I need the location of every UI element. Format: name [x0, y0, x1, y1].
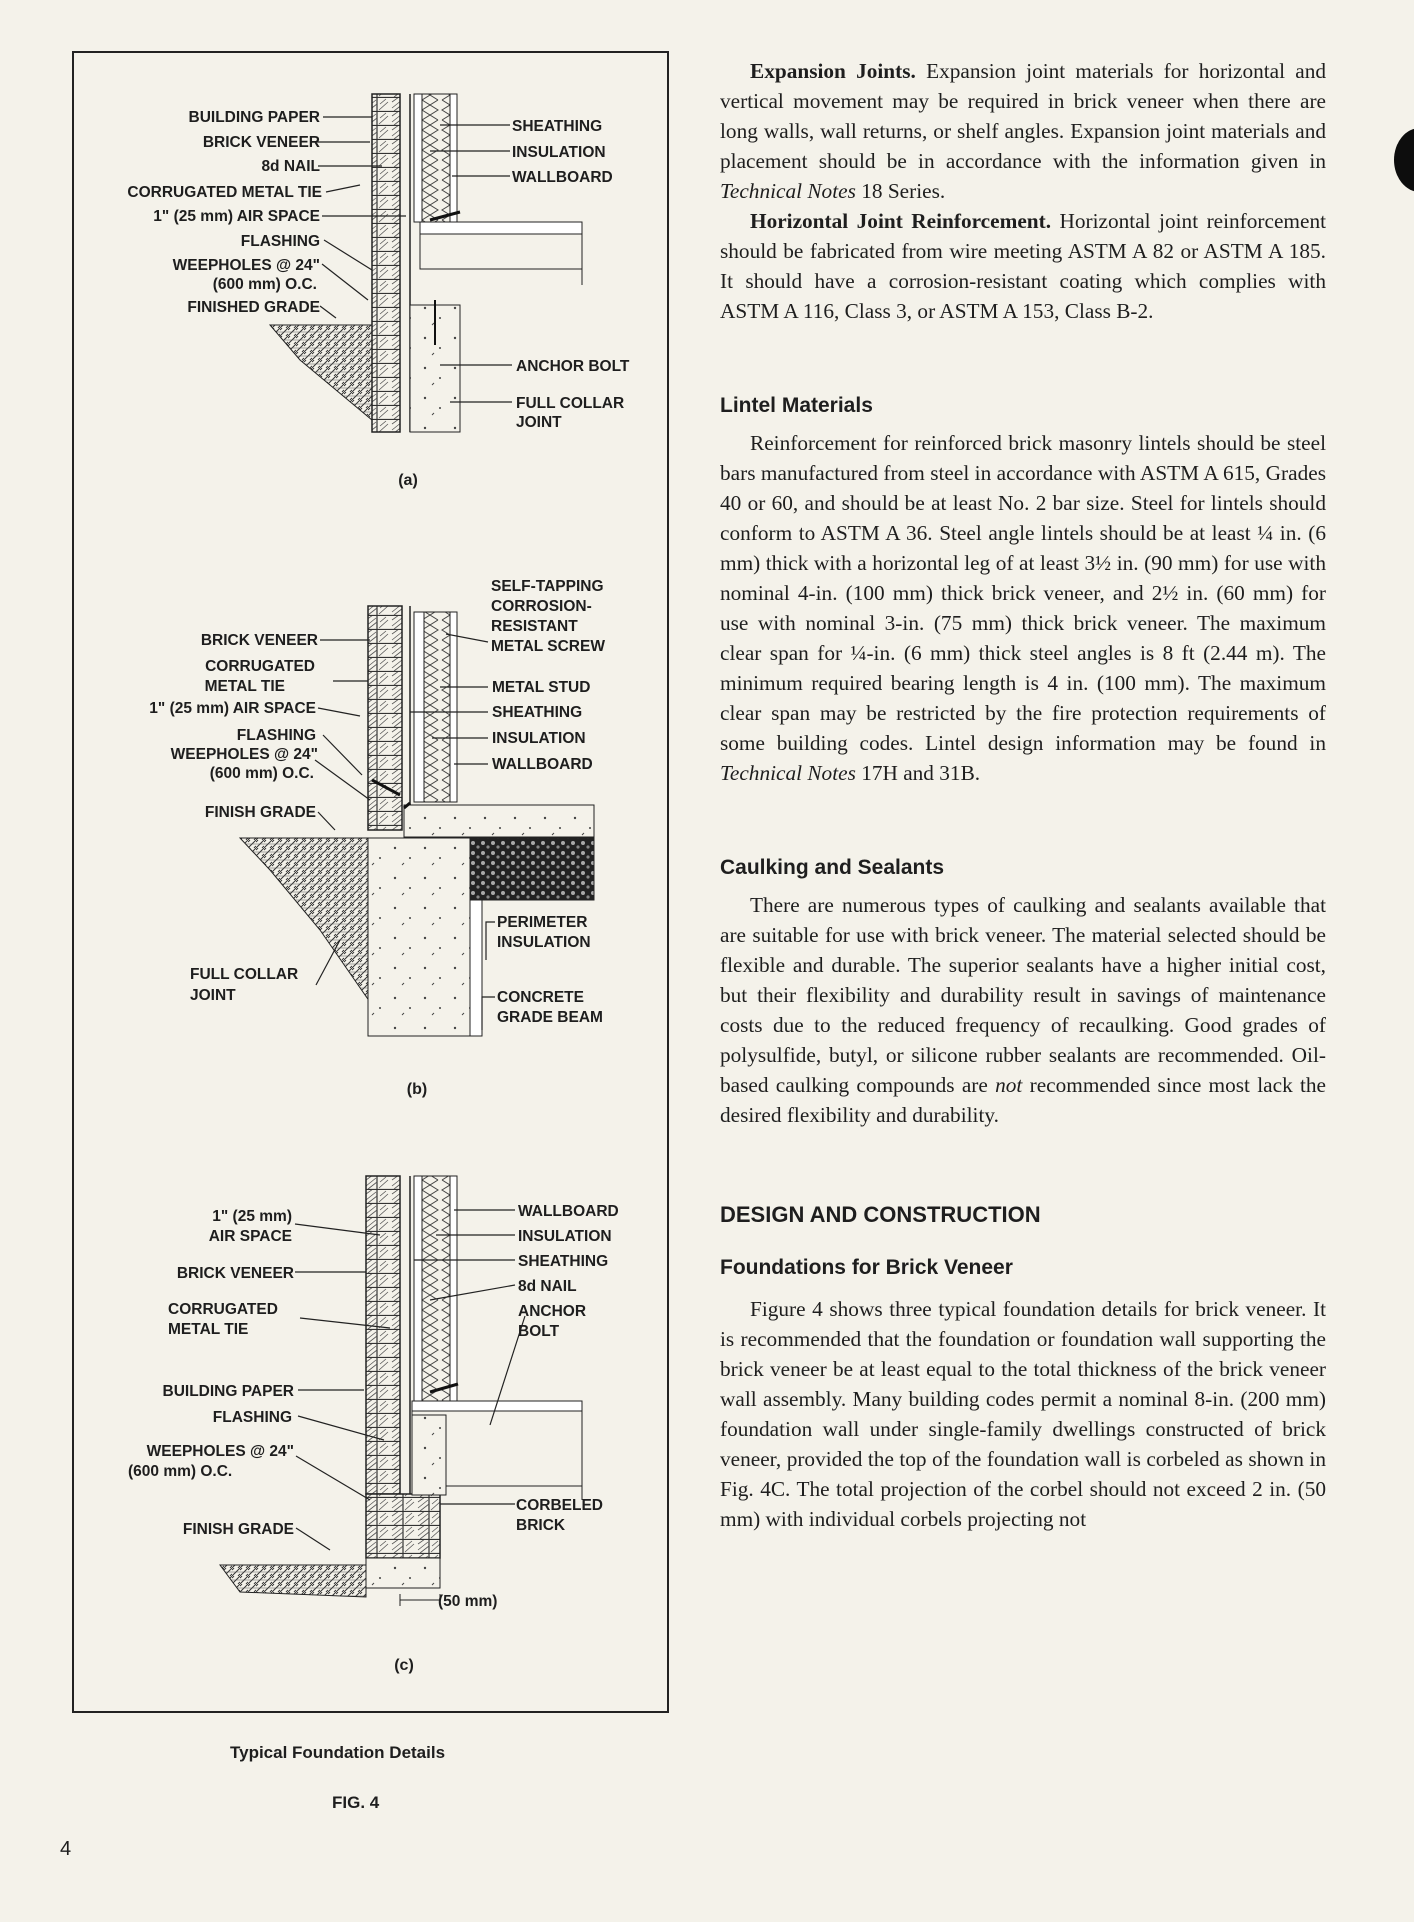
- label: WALLBOARD: [512, 169, 613, 186]
- label: WEEPHOLES @ 24": [172, 257, 320, 274]
- label: BRICK VENEER: [202, 134, 320, 151]
- expansion-joints-body: Expansion joint materials for horizontal and vertical movement may be required in brick veneer when there are long walls, wall returns, or shelf angles. Expansion joint materials and placement should be in accordance with the information given in: [720, 59, 1326, 173]
- label: FLASHING: [212, 1409, 292, 1426]
- label: AIR SPACE: [208, 1228, 292, 1245]
- figure-4-drawing: [0, 0, 680, 1720]
- label: JOINT: [190, 987, 236, 1004]
- panel-b-left-labels: [149, 632, 318, 1004]
- horizontal-reinforcement-title: Horizontal Joint Reinforcement.: [750, 209, 1052, 233]
- label: BOLT: [518, 1323, 560, 1340]
- figure-number: FIG. 4: [332, 1793, 380, 1812]
- lintel-materials-tail: 17H and 31B.: [861, 761, 981, 785]
- caulking-paragraph: [720, 890, 1326, 1130]
- expansion-joints-paragraph: [720, 56, 1326, 206]
- label: 1" (25 mm) AIR SPACE: [149, 700, 316, 717]
- label: BUILDING PAPER: [188, 109, 320, 126]
- lintel-materials-body: Reinforcement for reinforced brick masonry lintels should be steel bars manufactured from steel in accordance with ASTM A 615, Grades 40 or 60, and should be at least No. 2 bar size. Steel for lintels should conform to ASTM A 36. Steel angle lintels should be at least ¼ in. (6 mm) thick with a horizontal leg of at least 3½ in. (90 mm) for use with nominal 4-in. (100 mm) thick brick veneer, and 2½ in. (60 mm) for use with nominal 3-in. (75 mm) thick brick veneer. The maximum clear span for ¼-in. (6 mm) thick steel angles is 8 ft (2.44 m). The minimum required bearing length is 4 in. (100 mm). The maximum clear span may be restricted by the fire protection requirements of some building codes. Lintel design information may be found in: [720, 431, 1326, 755]
- foundations-paragraph: [720, 1294, 1326, 1534]
- panel-a-right-labels: [512, 118, 630, 431]
- label: FULL COLLAR: [190, 966, 299, 983]
- caulking-emphasis: not: [995, 1073, 1023, 1097]
- label: PERIMETER: [497, 914, 588, 931]
- panel-c-sublabel: (c): [394, 1657, 414, 1674]
- lintel-materials-paragraph: [720, 428, 1326, 788]
- label: ANCHOR: [518, 1303, 587, 1320]
- label: WEEPHOLES @ 24": [146, 1443, 294, 1460]
- label: BUILDING PAPER: [162, 1383, 294, 1400]
- label: CORBELED: [516, 1497, 603, 1514]
- label: WALLBOARD: [492, 756, 593, 773]
- label: 8d NAIL: [518, 1278, 577, 1295]
- label: CORRUGATED: [205, 658, 315, 675]
- label: CONCRETE: [497, 989, 584, 1006]
- label: WALLBOARD: [518, 1203, 619, 1220]
- label: 8d NAIL: [261, 158, 320, 175]
- caulking-body-part1: There are numerous types of caulking and sealants available that are suitable for use with brick veneer. The material selected should be flexible and durable. The superior sealants have a higher initial cost, but their flexibility and durability result in savings of maintenance costs due to the reduced frequency of recaulking. Good grades of polysulfide, butyl, or silicone rubber sealants are recommended. Oil-based caulking compounds are: [720, 893, 1326, 1097]
- label: (600 mm) O.C.: [128, 1463, 233, 1480]
- label: FULL COLLAR: [516, 395, 625, 412]
- label: FLASHING: [236, 727, 316, 744]
- label: (600 mm) O.C.: [212, 276, 317, 293]
- foundations-body: Figure 4 shows three typical foundation details for brick veneer. It is recommended that the foundation or foundation wall supporting the brick veneer be at least equal to the total thickness of the brick veneer wall assembly. Many building codes permit a nominal 8-in. (200 mm) foundation wall under single-family dwellings constructed of brick veneer, provided the top of the foundation wall is corbeled as shown in Fig. 4C. The total projection of the corbel should not exceed 2 in. (50 mm) with individual corbels projecting not: [720, 1297, 1326, 1531]
- panel-c-left-labels: [128, 1208, 294, 1538]
- label: INSULATION: [492, 730, 586, 747]
- design-construction-heading: DESIGN AND CONSTRUCTION: [720, 1202, 1041, 1227]
- figure-caption: Typical Foundation Details: [230, 1743, 446, 1762]
- label: CORRUGATED METAL TIE: [127, 184, 322, 201]
- horizontal-reinforcement-paragraph: [720, 206, 1326, 326]
- dimension-label: (50 mm): [438, 1593, 498, 1610]
- label: CORROSION-: [491, 598, 592, 615]
- panel-b-sublabel: (b): [406, 1081, 428, 1098]
- label: SELF-TAPPING: [491, 578, 604, 595]
- label: FLASHING: [240, 233, 320, 250]
- label: CORRUGATED: [168, 1301, 278, 1318]
- label: BRICK VENEER: [200, 632, 318, 649]
- label: RESISTANT: [491, 618, 578, 635]
- label: BRICK VENEER: [176, 1265, 294, 1282]
- technical-notes-reference: Technical Notes: [720, 761, 856, 785]
- label: METAL TIE: [204, 678, 285, 695]
- label: GRADE BEAM: [497, 1009, 603, 1026]
- lintel-materials-heading: Lintel Materials: [720, 394, 873, 417]
- label: ANCHOR BOLT: [516, 358, 630, 375]
- page-number: 4: [60, 1838, 72, 1860]
- label: 1" (25 mm): [212, 1208, 292, 1225]
- label: 1" (25 mm) AIR SPACE: [153, 208, 320, 225]
- panel-b-right-labels: [491, 578, 605, 1026]
- expansion-joints-tail: 18 Series.: [861, 179, 946, 203]
- text-column: [720, 56, 1326, 1534]
- caulking-body-part2: recommended since most lack the desired flexibility and durability.: [720, 1073, 1327, 1127]
- label: FINISH GRADE: [204, 804, 316, 821]
- expansion-joints-title: Expansion Joints.: [750, 59, 916, 83]
- label: METAL SCREW: [491, 638, 605, 655]
- label: METAL STUD: [492, 679, 591, 696]
- panel-a-sublabel: (a): [398, 472, 418, 489]
- label: INSULATION: [497, 934, 591, 951]
- label: BRICK: [516, 1517, 566, 1534]
- panel-a-left-labels: [127, 109, 322, 316]
- label: METAL TIE: [168, 1321, 249, 1338]
- label: INSULATION: [518, 1228, 612, 1245]
- technical-notes-reference: Technical Notes: [720, 179, 856, 203]
- label: WEEPHOLES @ 24": [170, 746, 318, 763]
- label: SHEATHING: [512, 118, 603, 135]
- label: FINISH GRADE: [182, 1521, 294, 1538]
- label: SHEATHING: [492, 704, 583, 721]
- label: INSULATION: [512, 144, 606, 161]
- horizontal-reinforcement-body: Horizontal joint reinforcement should be fabricated from wire meeting ASTM A 82 or ASTM A 185. It should have a corrosion-resistant coating which complies with ASTM A 116, Class 3, or ASTM A 153, Class B-2.: [720, 209, 1327, 323]
- label: SHEATHING: [518, 1253, 609, 1270]
- binder-hole: [1394, 128, 1414, 192]
- foundations-heading: Foundations for Brick Veneer: [720, 1256, 1013, 1279]
- label: FINISHED GRADE: [187, 299, 320, 316]
- label: (600 mm) O.C.: [209, 765, 314, 782]
- label: JOINT: [516, 414, 562, 431]
- caulking-heading: Caulking and Sealants: [720, 856, 945, 879]
